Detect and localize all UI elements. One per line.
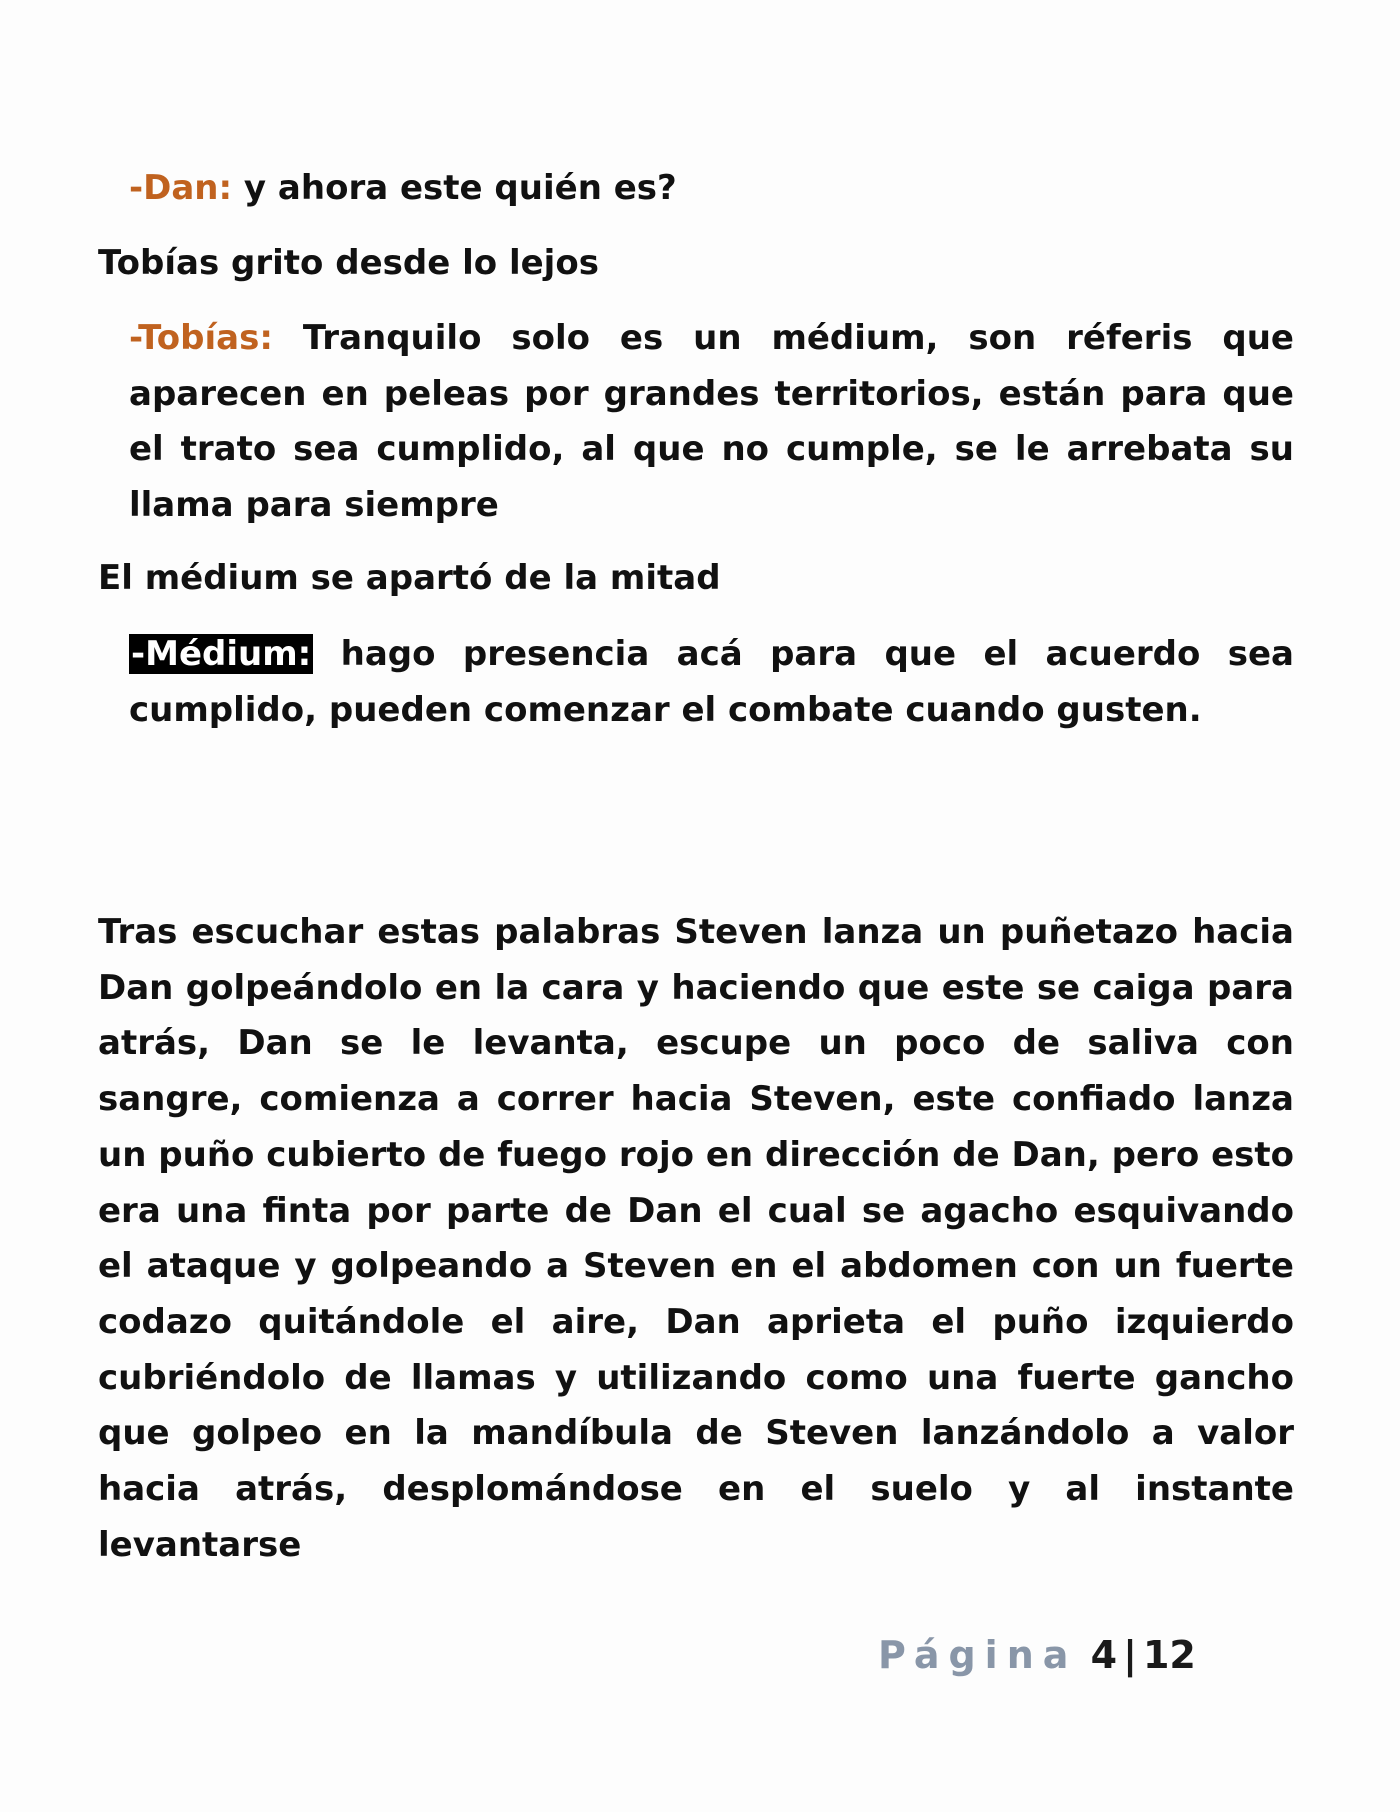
speaker-medium: -Médium: <box>131 634 312 674</box>
dialogue-dan <box>129 160 677 216</box>
page-separator: | <box>1123 1633 1137 1677</box>
narration-medium-moves: El médium se apartó de la mitad <box>98 558 721 598</box>
dialogue-medium <box>129 627 1306 738</box>
dialogue-dan-text: y ahora este quién es? <box>232 168 677 208</box>
page-label: Página <box>878 1633 1078 1677</box>
page-footer <box>878 1630 1196 1680</box>
dialogue-tobias-text: Tranquilo solo es un médium, son réferis que aparecen en peleas por grandes territorios, están para que el trato sea cumplido, al que no cumple, se le arrebata su llama para siempre <box>129 318 1306 526</box>
narration-fight: Tras escuchar estas palabras Steven lanza un puñetazo hacia Dan golpeándolo en la cara y haciendo que este se caiga para atrás, Dan se le levanta, escupe un poco de saliva con sangre, comienza a correr hacia Steven, este confiado lanza un puño cubierto de fuego rojo en dirección de Dan, pero esto era una finta por parte de Dan el cual se agacho esquivando el ataque y golpeando a Steven en el abdomen con un fuerte codazo quitándole el aire, Dan aprieta el puño izquierdo cubriéndolo de llamas y utilizando como una fuerte gancho que golpeo en la mandíbula de Steven lanzándolo a valor hacia atrás, desplomándose en el suelo y al instante levantarse <box>98 912 1294 1565</box>
narration-tobias-shout: Tobías grito desde lo lejos <box>98 243 599 283</box>
page-total: 12 <box>1142 1633 1196 1677</box>
speaker-tobias: -Tobías: <box>129 318 273 358</box>
dialogue-medium-text: hago presencia acá para que el acuerdo sea cumplido, pueden comenzar el combate cuando gusten. <box>129 634 1306 730</box>
dialogue-tobias <box>129 311 1306 534</box>
page-current: 4 <box>1090 1633 1118 1677</box>
speaker-dan: -Dan: <box>129 168 233 208</box>
